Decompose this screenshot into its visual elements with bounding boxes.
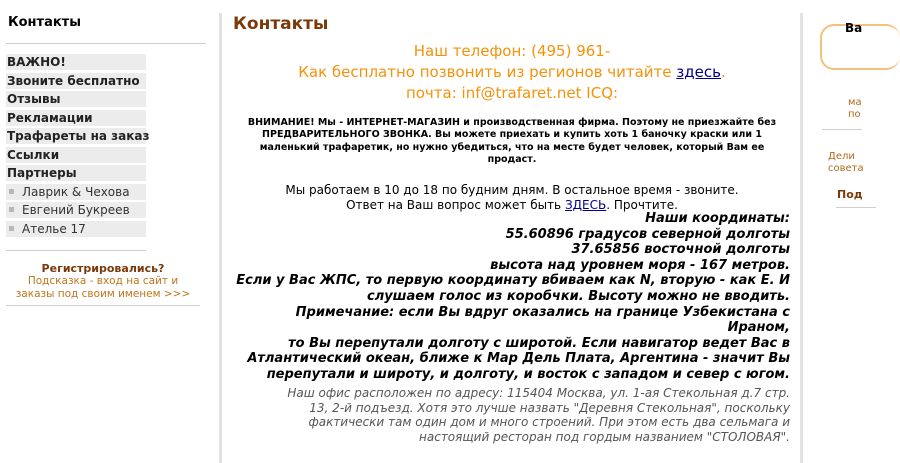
warning-line: ПРЕДВАРИТЕЛЬНОГО ЗВОНКА. Вы можете приехать и купить хоть 1 баночку краски или 1 <box>262 129 762 141</box>
warning-notice <box>236 117 788 167</box>
email-line: почта: inf@trafaret.net ICQ: <box>405 84 619 102</box>
column-divider-left <box>219 13 222 463</box>
login-label: Ва <box>845 21 863 35</box>
right-share-line: Дели <box>828 151 855 162</box>
office-line: Наш офис расположен по адресу: 115404 Москва, ул. 1-ая Стекольная д.7 стр. <box>287 386 790 400</box>
divider <box>836 207 876 208</box>
registered-hint-line: заказы под своим именем >>> <box>15 288 191 300</box>
registered-hint-line: Подсказка - вход на сайт и <box>27 275 179 287</box>
right-hint-line: ма <box>848 97 862 108</box>
office-line: настоящий ресторан под гордым названием "СТОЛОВАЯ". <box>419 429 790 444</box>
phone-line: Наш телефон: (495) 961- <box>413 42 611 60</box>
right-share-line: совета <box>828 163 864 174</box>
sidebar-menu <box>6 54 150 239</box>
coords-line: Атлантический океан, ближе к Мар Дель Плата, Аргентина - значит Вы <box>247 351 790 367</box>
divider <box>6 250 146 251</box>
faq-line <box>230 198 794 213</box>
divider <box>6 305 200 306</box>
office-line: 13, 2-й подъезд. Хотя это лучше назвать "Деревня Стекольная", поскольку <box>309 400 790 415</box>
faq-link[interactable]: ЗДЕСЬ <box>564 197 607 212</box>
office-line: фактически там один дом и много строений. При этом есть два сельмага и <box>308 415 790 429</box>
sidebar-item-reviews[interactable]: Отзывы <box>6 91 146 107</box>
right-hint-line: по <box>848 109 861 120</box>
regions-end: . <box>720 63 726 81</box>
warning-line: ВНИМАНИЕ! Мы - ИНТЕРНЕТ-МАГАЗИН и производственная фирма. Поэтому не приезжайте без <box>247 117 777 128</box>
sidebar-item-partners[interactable]: Партнеры <box>6 165 146 181</box>
coords-line: Наши координаты: <box>645 211 790 226</box>
coords-line: то Вы перепутали долготу с широтой. Если навигатор ведет Вас в <box>288 335 790 351</box>
sidebar-subitem-partner[interactable]: Лаврик & Чехова <box>6 184 146 200</box>
page-title: Контакты <box>233 14 329 34</box>
sidebar-title: Контакты <box>8 15 81 30</box>
sidebar-item-custom-stencils[interactable]: Трафареты на заказ <box>7 129 150 143</box>
main-content <box>230 0 794 463</box>
column-divider-right <box>800 13 803 463</box>
regions-link[interactable]: здесь <box>676 63 721 81</box>
coords-line: слушаем голос из коробчки. Высоту можно не вводить. <box>366 288 790 304</box>
coords-line: Если у Вас ЖПС, то первую координату вбиваем как N, вторую - как E. И <box>236 273 790 289</box>
contact-info <box>230 41 794 104</box>
divider <box>822 129 862 130</box>
sidebar-subitem-partner[interactable]: Евгений Букреев <box>6 202 146 218</box>
warning-line: маленький трафаретик, но нужно убедиться, что на месте будет человек, который Вам ее <box>259 141 765 153</box>
office-address <box>230 386 790 444</box>
coordinates-block <box>230 211 790 383</box>
sidebar-item-important[interactable]: ВАЖНО! <box>6 54 146 70</box>
registered-hint[interactable] <box>6 275 200 301</box>
hours-line: Мы работаем в 10 до 18 по будним дням. В остальное время - звоните. <box>285 183 739 197</box>
faq-text: Ответ на Ваш вопрос может быть <box>346 197 565 212</box>
coords-line: 37.65856 восточной долготы <box>571 242 790 258</box>
registered-title[interactable]: Регистрировались? <box>41 262 165 275</box>
regions-text: Как бесплатно позвонить из регионов читайте <box>298 63 677 81</box>
divider <box>6 43 206 44</box>
sidebar-item-complaints[interactable]: Рекламации <box>6 110 146 126</box>
working-hours <box>230 183 794 212</box>
sidebar-item-call-free[interactable]: Звоните бесплатно <box>6 73 146 89</box>
left-sidebar <box>0 0 212 463</box>
right-sidebar <box>808 0 864 463</box>
faq-text-end: . Прочтите. <box>606 197 678 212</box>
right-share[interactable] <box>828 151 864 175</box>
sidebar-subitem-partner[interactable]: Ателье 17 <box>6 221 146 237</box>
right-hint[interactable] <box>848 97 862 121</box>
coords-line: 55.60896 градусов северной долготы <box>505 226 790 242</box>
sidebar-item-links[interactable]: Ссылки <box>6 147 146 163</box>
right-heading: Под <box>837 188 863 201</box>
coords-line: Примечание: если Вы вдруг оказались на границе Узбекистана с Ираном, <box>295 304 790 336</box>
regions-line <box>230 62 794 83</box>
coords-line: перепутали и широту, и долготу, и восток с западом и север с югом. <box>266 366 790 382</box>
coords-line: высота над уровнем моря - 167 метров. <box>490 257 790 273</box>
warning-line: продаст. <box>487 154 537 166</box>
